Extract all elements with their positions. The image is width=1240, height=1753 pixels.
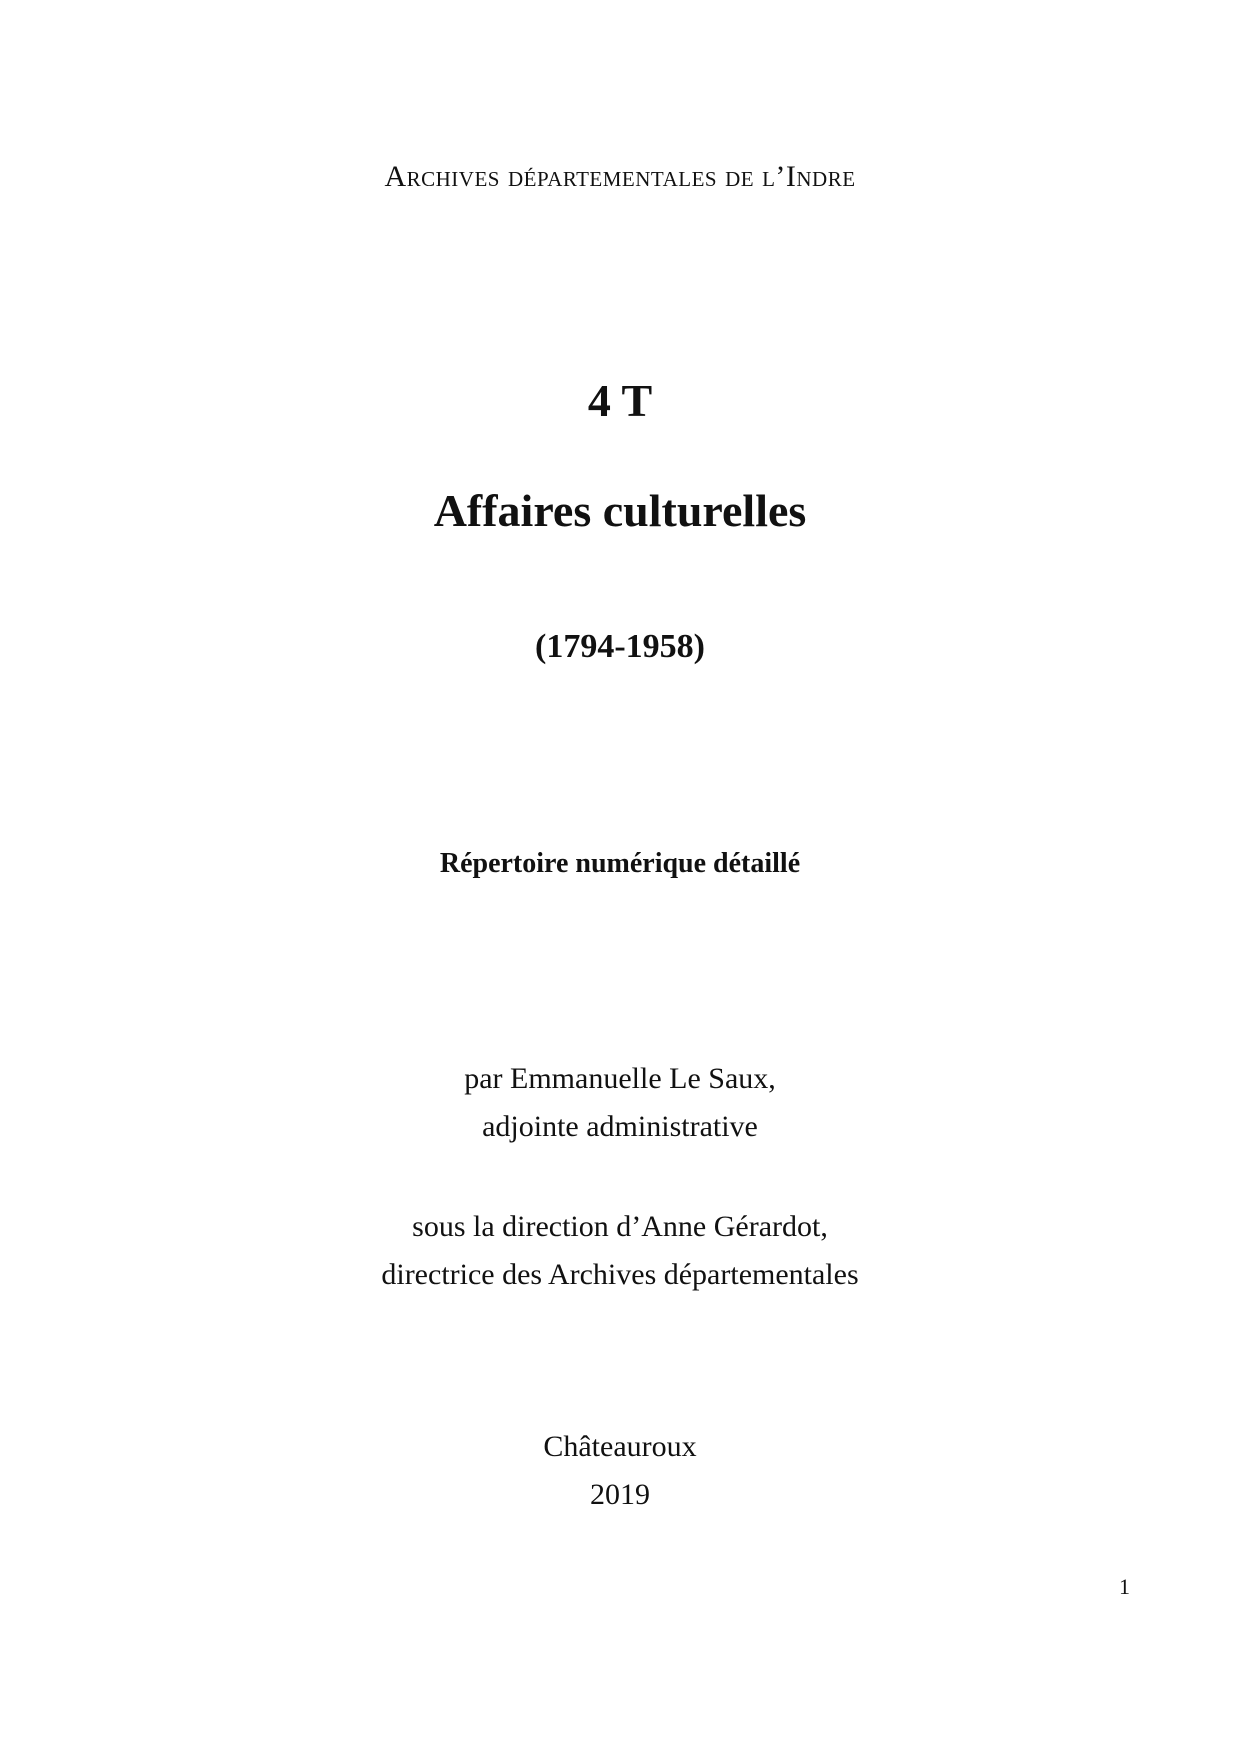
document-type: Répertoire numérique détaillé [439, 848, 801, 879]
date-range: (1794-1958) [535, 628, 705, 665]
publication-place: Châteauroux [543, 1430, 697, 1463]
direction-line: sous la direction d’Anne Gérardot, [412, 1210, 828, 1243]
author-role: adjointe administrative [482, 1110, 758, 1143]
author-line: par Emmanuelle Le Saux, [464, 1062, 776, 1095]
director-role: directrice des Archives départementales [381, 1258, 859, 1291]
fonds-code: 4 T [587, 375, 653, 426]
publication-year: 2019 [590, 1478, 650, 1511]
page-number: 1 [1119, 1574, 1130, 1599]
institution-heading: Archives départementales de l’Indre [384, 160, 856, 193]
document-title: Affaires culturelles [433, 485, 807, 536]
